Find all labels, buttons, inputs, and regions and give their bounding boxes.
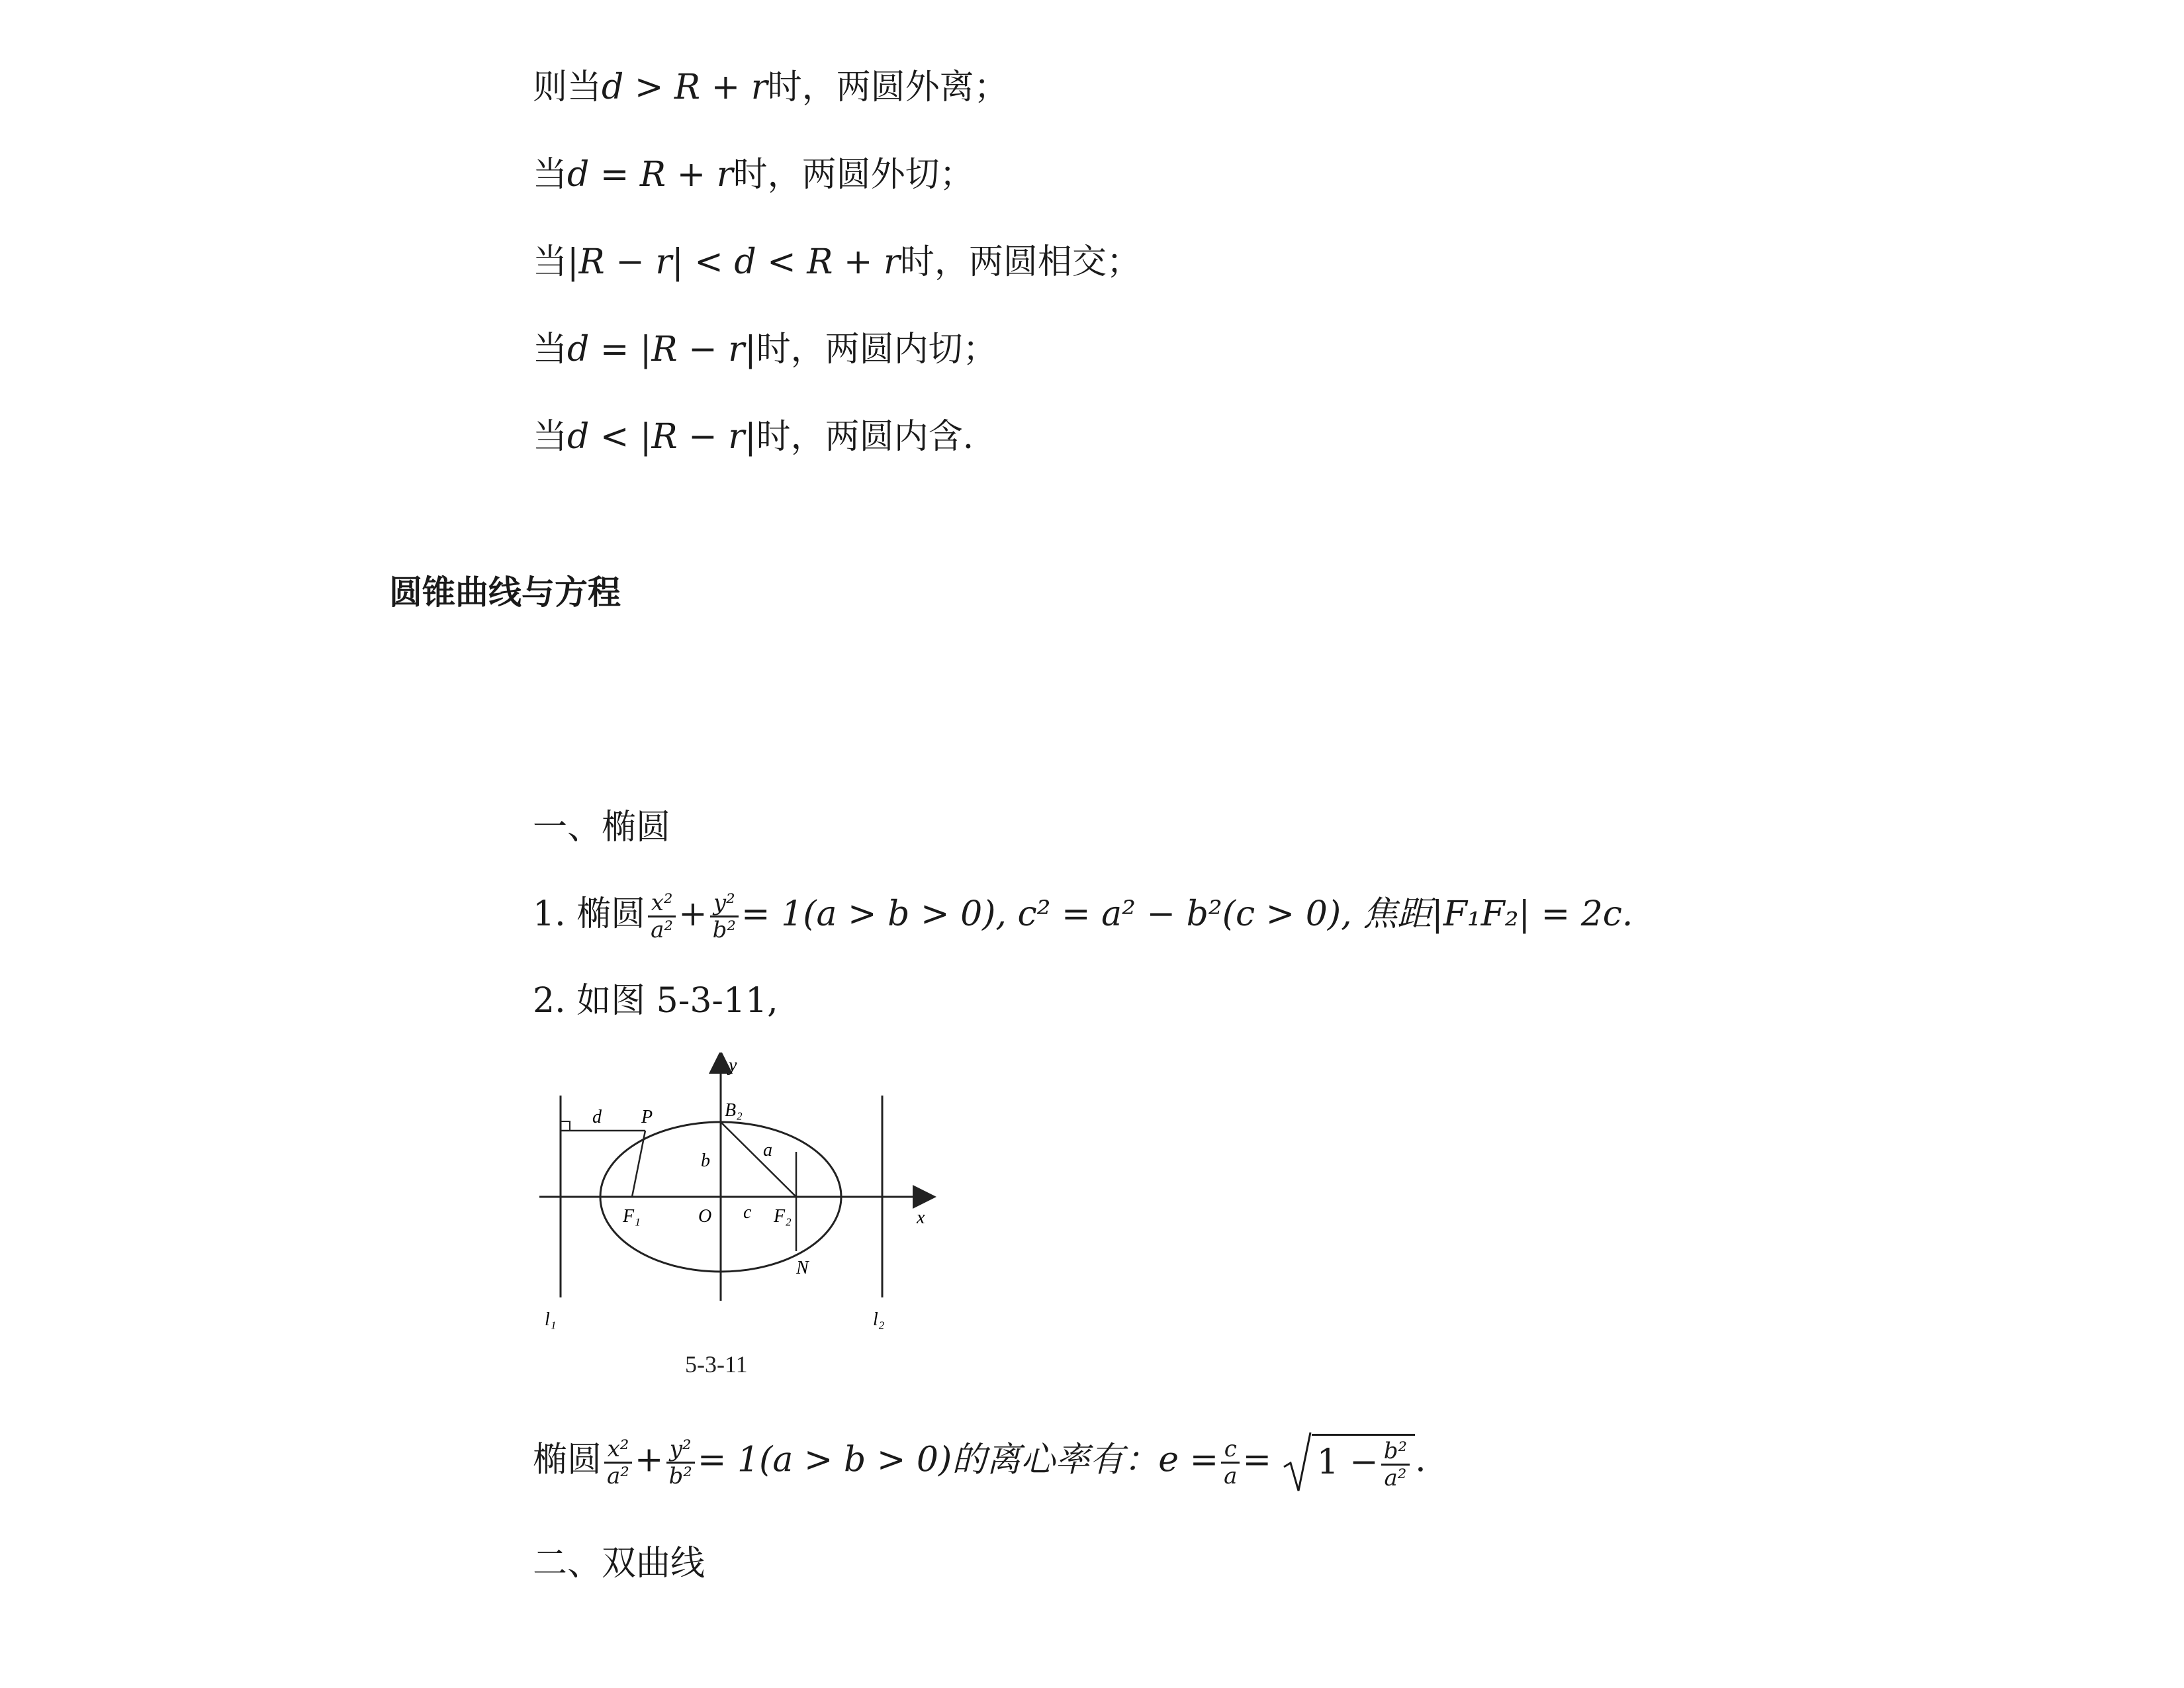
- label-b: b: [701, 1150, 710, 1171]
- fraction-y2-b2: $\frac{\text{y²}}{\text{b²}}$: [710, 890, 739, 943]
- relation-line-1: 则当d > R + r时，两圆外离；: [533, 68, 1009, 107]
- label-y: y: [729, 1055, 737, 1076]
- label-a: a: [763, 1140, 772, 1160]
- relation-line-5: 当d < |R − r|时，两圆内含.: [533, 417, 974, 457]
- label-f1: F₁: [623, 1206, 641, 1227]
- hyperbola-title: 二、双曲线: [533, 1544, 705, 1583]
- fraction-c-a: $\frac{c}{a}$: [1221, 1436, 1240, 1489]
- figure-caption: 5-3-11: [685, 1351, 748, 1378]
- ecc-fraction-y2-b2: $\frac{\text{y²}}{\text{b²}}$: [666, 1436, 695, 1489]
- right-angle-mark: [561, 1121, 570, 1131]
- section-heading: 圆锥曲线与方程: [389, 573, 621, 612]
- ellipse-title: 一、椭圆: [533, 808, 671, 847]
- relation-line-2: 当d = R + r时，两圆外切；: [533, 155, 974, 195]
- label-p: P: [641, 1107, 653, 1127]
- label-x: x: [917, 1207, 925, 1228]
- label-l2: l₂: [873, 1309, 885, 1330]
- eccentricity-line: 椭圆 $\frac{\text{x²}}{\text{a²}}$ + $\frac{\text{y²}}{\text{b²}}$ = 1(a > b > 0)的离心率有：e = $\frac{c}{a}$ = 1 − $\frac{\text{b²}}{\text{a²}}$ .: [533, 1434, 1426, 1491]
- ellipse-item-2: 2. 如图 5-3-11,: [533, 981, 778, 1021]
- label-f2: F₂: [774, 1206, 792, 1227]
- ellipse-figure: [533, 1053, 956, 1331]
- label-d: d: [592, 1107, 602, 1127]
- ellipse-item-1: 1. 椭圆 $\frac{\text{x²}}{\text{a²}}$ + $\frac{\text{y²}}{\text{b²}}$ = 1(a > b > 0), c² = a² − b²(c > 0), 焦距|F₁F₂| = 2c.: [533, 890, 1633, 943]
- segment-pf1: [632, 1131, 645, 1197]
- fraction-b2-a2: $\frac{\text{b²}}{\text{a²}}$: [1381, 1438, 1410, 1491]
- sqrt-expression: 1 − $\frac{\text{b²}}{\text{a²}}$: [1283, 1434, 1416, 1491]
- relation-line-3: 当|R − r| < d < R + r时，两圆相交；: [533, 242, 1141, 282]
- label-o: O: [698, 1206, 712, 1227]
- label-l1: l₁: [545, 1309, 557, 1330]
- sqrt-sign: [1283, 1430, 1312, 1496]
- relation-line-4: 当d = |R − r|时，两圆内切；: [533, 330, 997, 369]
- label-b2: B₂: [725, 1100, 743, 1121]
- label-n: N: [796, 1258, 809, 1278]
- label-c: c: [743, 1202, 752, 1223]
- fraction-x2-a2: $\frac{\text{x²}}{\text{a²}}$: [648, 890, 676, 943]
- ecc-fraction-x2-a2: $\frac{\text{x²}}{\text{a²}}$: [604, 1436, 632, 1489]
